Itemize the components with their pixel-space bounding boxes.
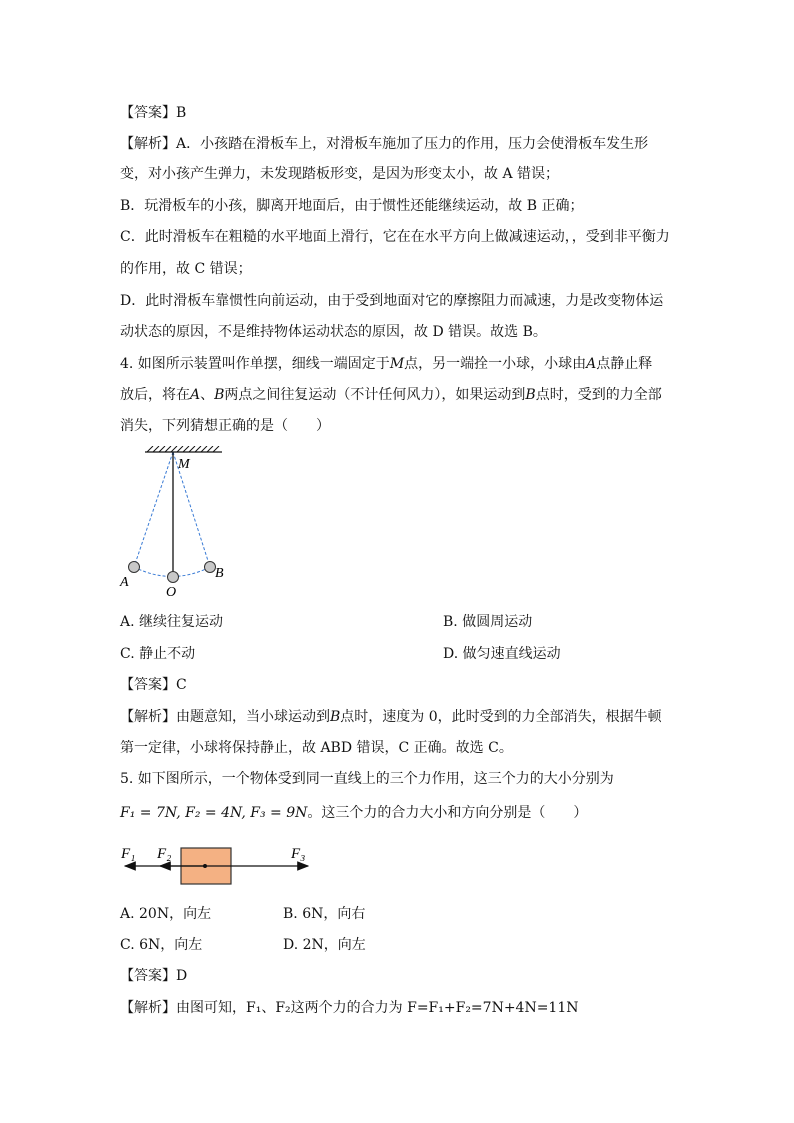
q5-analysis: 【解析】由图可知，F₁、F₂这两个力的合力为 F=F₁+F₂=7N+4N=11N	[120, 1000, 579, 1016]
label-F2: F₂	[157, 846, 172, 862]
line-analysis-3e: 的作用，故 C 错误；	[120, 261, 252, 277]
label-F3: F₃	[291, 846, 306, 862]
q4-option-B: B. 做圆周运动	[443, 614, 533, 630]
label-A: A	[120, 575, 129, 590]
q5-option-B: B. 6N，向右	[283, 906, 366, 922]
force-diagram	[115, 838, 320, 890]
question-5-line-2: F₁ = 7N, F₂ = 4N, F₃ = 9N。这三个力的合力大小和方向分别是（ ）	[120, 805, 588, 821]
ceiling-hatch	[145, 446, 222, 452]
q5-option-C: C. 6N，向左	[120, 937, 203, 953]
ball-A	[129, 562, 140, 573]
block-center-dot	[203, 864, 207, 868]
question-4-line-1: 4. 如图所示装置叫作单摆，细线一端固定于M点，另一端拴一小球，小球由A点静止释	[120, 356, 653, 372]
question-5-line-1: 5. 如下图所示，一个物体受到同一直线上的三个力作用，这三个力的大小分别为	[120, 771, 614, 787]
q4-analysis-1: 【解析】由题意知，当小球运动到B点时，速度为 0，此时受到的力全部消失，根据牛顿	[120, 709, 662, 725]
question-4-line-2: 放后，将在A、B两点之间往复运动（不计任何风力），如果运动到B点时，受到的力全部	[120, 387, 662, 403]
q5-option-D: D. 2N，向左	[283, 937, 366, 953]
q5-answer: 【答案】D	[120, 968, 188, 984]
line-analysis-3f: D．此时滑板车靠惯性向前运动，由于受到地面对它的摩擦阻力而减速，力是改变物体运	[120, 293, 664, 309]
line-analysis-3a: 【解析】A．小孩踏在滑板车上，对滑板车施加了压力的作用，压力会使滑板车发生形	[120, 136, 649, 152]
q5-option-A: A. 20N，向左	[120, 906, 212, 922]
label-M: M	[178, 457, 190, 472]
line-analysis-3g: 动状态的原因，不是维持物体运动状态的原因，故 D 错误。故选 B。	[120, 324, 547, 340]
label-B: B	[215, 566, 224, 581]
q4-option-A: A. 继续往复运动	[120, 614, 224, 630]
line-answer-3: 【答案】B	[120, 105, 187, 121]
question-4-line-3: 消失，下列猜想正确的是（ ）	[120, 418, 330, 434]
q4-option-C: C. 静止不动	[120, 646, 196, 662]
dashed-string-left	[134, 452, 173, 567]
label-F1: F₁	[121, 846, 136, 862]
label-O: O	[166, 585, 177, 600]
q4-answer: 【答案】C	[120, 677, 187, 693]
pendulum-diagram	[110, 446, 240, 601]
line-analysis-3b: 变，对小孩产生弹力，未发现踏板形变，是因为形变太小，故 A 错误；	[120, 166, 560, 182]
line-analysis-3d: C．此时滑板车在粗糙的水平地面上滑行，它在在水平方向上做减速运动，，受到非平衡力	[120, 229, 670, 245]
ball-B	[205, 562, 216, 573]
q4-option-D: D. 做匀速直线运动	[443, 646, 561, 662]
ball-O	[168, 572, 179, 583]
q4-analysis-2: 第一定律，小球将保持静止，故 ABD 错误，C 正确。故选 C。	[120, 740, 513, 756]
line-analysis-3c: B．玩滑板车的小孩，脚离开地面后，由于惯性还能继续运动，故 B 正确；	[120, 198, 584, 214]
